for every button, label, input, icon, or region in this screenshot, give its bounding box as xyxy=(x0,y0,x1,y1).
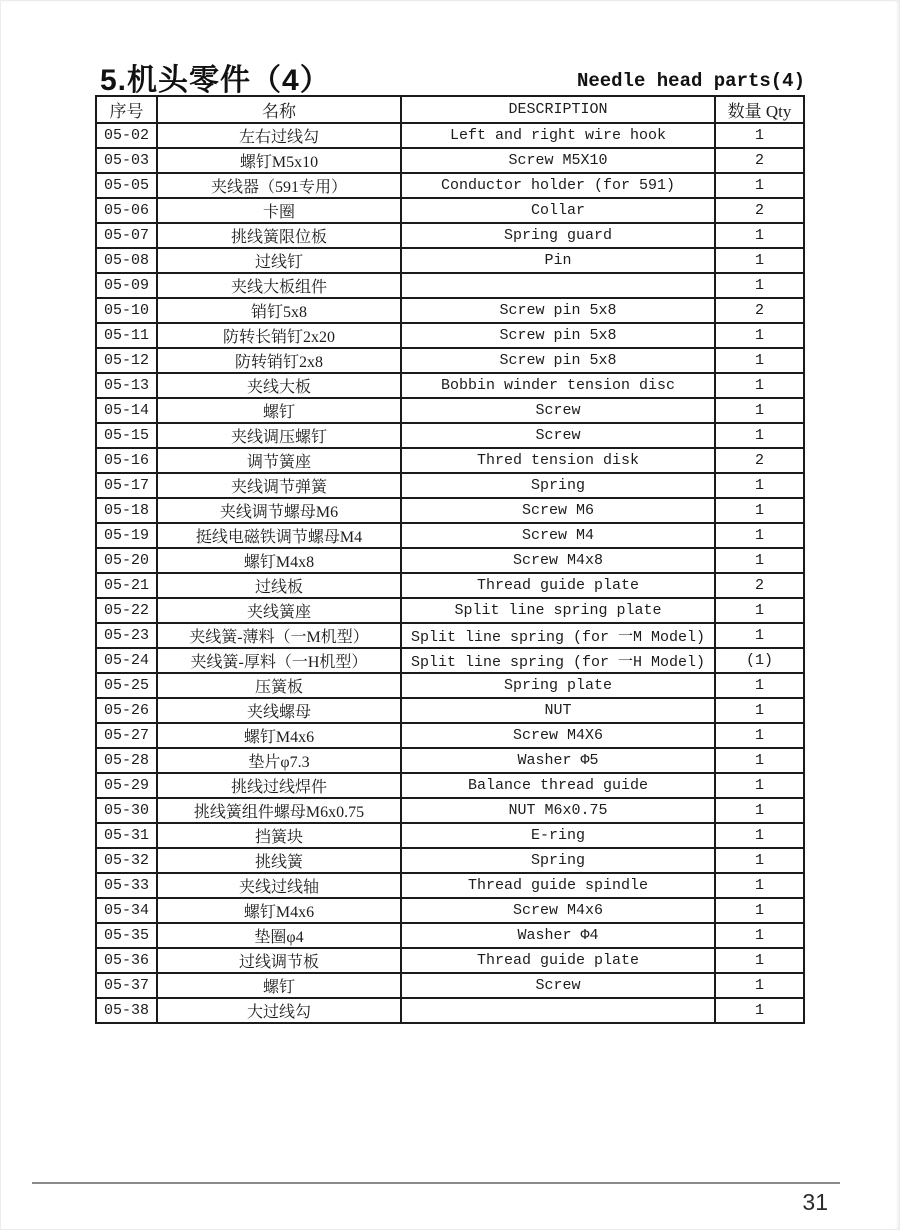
cell-name-cn: 螺钉 xyxy=(157,398,401,423)
table-row xyxy=(96,398,804,423)
table-row xyxy=(96,448,804,473)
table-row xyxy=(96,573,804,598)
table-row xyxy=(96,623,804,648)
cell-name-cn: 挑线簧限位板 xyxy=(157,223,401,248)
cell-name-cn: 挺线电磁铁调节螺母M4 xyxy=(157,523,401,548)
table-row xyxy=(96,373,804,398)
header-cell-index: 序号 xyxy=(96,96,157,123)
cell-part-number: 05-12 xyxy=(96,348,157,373)
cell-description: Screw M4 xyxy=(401,523,715,548)
cell-name-cn: 垫圈φ4 xyxy=(157,923,401,948)
cell-name-cn: 螺钉 xyxy=(157,973,401,998)
cell-part-number: 05-15 xyxy=(96,423,157,448)
cell-name-cn: 夹线调压螺钉 xyxy=(157,423,401,448)
cell-part-number: 05-02 xyxy=(96,123,157,148)
cell-qty: 2 xyxy=(715,198,804,223)
cell-description: Thread guide plate xyxy=(401,573,715,598)
cell-qty: 1 xyxy=(715,623,804,648)
cell-description: Screw pin 5x8 xyxy=(401,323,715,348)
cell-part-number: 05-09 xyxy=(96,273,157,298)
cell-name-cn: 挡簧块 xyxy=(157,823,401,848)
footer-rule xyxy=(32,1182,840,1184)
table-row xyxy=(96,173,804,198)
cell-part-number: 05-11 xyxy=(96,323,157,348)
header-cell-qty: 数量 Qty xyxy=(715,96,804,123)
cell-qty: 1 xyxy=(715,923,804,948)
table-row xyxy=(96,273,804,298)
cell-part-number: 05-29 xyxy=(96,773,157,798)
cell-name-cn: 夹线大板 xyxy=(157,373,401,398)
cell-description: Screw M4x8 xyxy=(401,548,715,573)
table-row xyxy=(96,123,804,148)
cell-qty: 1 xyxy=(715,723,804,748)
cell-qty: 1 xyxy=(715,273,804,298)
cell-description: NUT xyxy=(401,698,715,723)
cell-description: Bobbin winder tension disc xyxy=(401,373,715,398)
cell-part-number: 05-37 xyxy=(96,973,157,998)
cell-part-number: 05-36 xyxy=(96,948,157,973)
cell-qty: 2 xyxy=(715,448,804,473)
table-row xyxy=(96,198,804,223)
cell-part-number: 05-08 xyxy=(96,248,157,273)
cell-description: NUT M6x0.75 xyxy=(401,798,715,823)
cell-description: Spring guard xyxy=(401,223,715,248)
cell-description: Screw xyxy=(401,423,715,448)
parts-table-body xyxy=(96,123,804,1023)
cell-qty: 1 xyxy=(715,473,804,498)
cell-name-cn: 过线调节板 xyxy=(157,948,401,973)
cell-name-cn: 垫片φ7.3 xyxy=(157,748,401,773)
cell-part-number: 05-05 xyxy=(96,173,157,198)
cell-qty: 1 xyxy=(715,123,804,148)
table-row xyxy=(96,998,804,1023)
header-cell-name: 名称 xyxy=(157,96,401,123)
cell-qty: 1 xyxy=(715,973,804,998)
cell-part-number: 05-03 xyxy=(96,148,157,173)
table-header-row xyxy=(96,96,804,123)
page-title-en: Needle head parts(4) xyxy=(576,70,805,92)
table-row xyxy=(96,248,804,273)
cell-description xyxy=(401,273,715,298)
cell-description: Screw pin 5x8 xyxy=(401,348,715,373)
cell-part-number: 05-06 xyxy=(96,198,157,223)
cell-description: Spring xyxy=(401,473,715,498)
table-row xyxy=(96,523,804,548)
table-row xyxy=(96,723,804,748)
cell-qty: 1 xyxy=(715,523,804,548)
table-row xyxy=(96,873,804,898)
cell-part-number: 05-18 xyxy=(96,498,157,523)
table-row xyxy=(96,548,804,573)
table-row xyxy=(96,498,804,523)
cell-name-cn: 螺钉M4x6 xyxy=(157,898,401,923)
cell-name-cn: 挑线簧 xyxy=(157,848,401,873)
cell-part-number: 05-38 xyxy=(96,998,157,1023)
cell-description: Spring plate xyxy=(401,673,715,698)
cell-part-number: 05-35 xyxy=(96,923,157,948)
cell-qty: 1 xyxy=(715,498,804,523)
cell-name-cn: 销钉5x8 xyxy=(157,298,401,323)
cell-qty: 1 xyxy=(715,348,804,373)
cell-qty: 1 xyxy=(715,673,804,698)
table-row xyxy=(96,898,804,923)
cell-part-number: 05-16 xyxy=(96,448,157,473)
cell-description xyxy=(401,998,715,1023)
cell-qty: 1 xyxy=(715,223,804,248)
cell-part-number: 05-19 xyxy=(96,523,157,548)
cell-part-number: 05-34 xyxy=(96,898,157,923)
cell-name-cn: 夹线簧-薄料（一M机型） xyxy=(157,623,401,648)
cell-qty: 1 xyxy=(715,373,804,398)
cell-description: Thread guide spindle xyxy=(401,873,715,898)
table-row xyxy=(96,748,804,773)
cell-name-cn: 夹线调节弹簧 xyxy=(157,473,401,498)
table-row xyxy=(96,773,804,798)
cell-description: Thred tension disk xyxy=(401,448,715,473)
table-row xyxy=(96,473,804,498)
cell-qty: 1 xyxy=(715,423,804,448)
cell-qty: 1 xyxy=(715,798,804,823)
header-cell-description: DESCRIPTION xyxy=(401,96,715,123)
table-row xyxy=(96,798,804,823)
cell-name-cn: 螺钉M4x6 xyxy=(157,723,401,748)
cell-qty: (1) xyxy=(715,648,804,673)
cell-description: Collar xyxy=(401,198,715,223)
cell-name-cn: 螺钉M4x8 xyxy=(157,548,401,573)
cell-qty: 1 xyxy=(715,548,804,573)
page-title-cn: 5.机头零件（4） xyxy=(100,64,331,97)
table-row xyxy=(96,348,804,373)
cell-part-number: 05-27 xyxy=(96,723,157,748)
cell-description: Screw M6 xyxy=(401,498,715,523)
table-row xyxy=(96,223,804,248)
cell-qty: 1 xyxy=(715,998,804,1023)
cell-description: Pin xyxy=(401,248,715,273)
cell-qty: 1 xyxy=(715,398,804,423)
cell-description: Screw xyxy=(401,973,715,998)
cell-qty: 1 xyxy=(715,948,804,973)
cell-name-cn: 夹线簧座 xyxy=(157,598,401,623)
cell-qty: 1 xyxy=(715,698,804,723)
cell-description: Split line spring (for 一M Model) xyxy=(401,623,715,648)
cell-qty: 1 xyxy=(715,598,804,623)
cell-name-cn: 螺钉M5x10 xyxy=(157,148,401,173)
cell-qty: 1 xyxy=(715,898,804,923)
cell-name-cn: 夹线大板组件 xyxy=(157,273,401,298)
cell-name-cn: 挑线簧组件螺母M6x0.75 xyxy=(157,798,401,823)
table-row xyxy=(96,923,804,948)
table-row xyxy=(96,298,804,323)
cell-description: Split line spring (for 一H Model) xyxy=(401,648,715,673)
parts-table xyxy=(95,95,805,1024)
cell-name-cn: 防转销钉2x8 xyxy=(157,348,401,373)
cell-description: Washer Φ4 xyxy=(401,923,715,948)
cell-description: Thread guide plate xyxy=(401,948,715,973)
cell-name-cn: 夹线过线轴 xyxy=(157,873,401,898)
table-row xyxy=(96,823,804,848)
cell-name-cn: 左右过线勾 xyxy=(157,123,401,148)
cell-qty: 2 xyxy=(715,573,804,598)
cell-qty: 1 xyxy=(715,773,804,798)
cell-name-cn: 防转长销钉2x20 xyxy=(157,323,401,348)
table-row xyxy=(96,423,804,448)
cell-part-number: 05-31 xyxy=(96,823,157,848)
cell-qty: 2 xyxy=(715,148,804,173)
cell-description: Screw M5X10 xyxy=(401,148,715,173)
cell-part-number: 05-30 xyxy=(96,798,157,823)
cell-description: E-ring xyxy=(401,823,715,848)
cell-description: Screw xyxy=(401,398,715,423)
cell-name-cn: 大过线勾 xyxy=(157,998,401,1023)
table-row xyxy=(96,673,804,698)
table-row xyxy=(96,323,804,348)
cell-name-cn: 调节簧座 xyxy=(157,448,401,473)
cell-name-cn: 卡圈 xyxy=(157,198,401,223)
cell-description: Spring xyxy=(401,848,715,873)
cell-part-number: 05-20 xyxy=(96,548,157,573)
cell-part-number: 05-24 xyxy=(96,648,157,673)
table-row xyxy=(96,948,804,973)
cell-qty: 2 xyxy=(715,298,804,323)
cell-description: Balance thread guide xyxy=(401,773,715,798)
cell-part-number: 05-13 xyxy=(96,373,157,398)
cell-part-number: 05-17 xyxy=(96,473,157,498)
table-row xyxy=(96,598,804,623)
cell-name-cn: 夹线调节螺母M6 xyxy=(157,498,401,523)
cell-part-number: 05-33 xyxy=(96,873,157,898)
cell-part-number: 05-14 xyxy=(96,398,157,423)
cell-part-number: 05-21 xyxy=(96,573,157,598)
cell-qty: 1 xyxy=(715,248,804,273)
cell-name-cn: 过线钉 xyxy=(157,248,401,273)
cell-name-cn: 夹线器（591专用） xyxy=(157,173,401,198)
cell-description: Left and right wire hook xyxy=(401,123,715,148)
cell-part-number: 05-26 xyxy=(96,698,157,723)
cell-description: Screw M4X6 xyxy=(401,723,715,748)
cell-qty: 1 xyxy=(715,823,804,848)
table-row xyxy=(96,848,804,873)
cell-name-cn: 夹线簧-厚料（一H机型） xyxy=(157,648,401,673)
cell-part-number: 05-28 xyxy=(96,748,157,773)
cell-description: Washer Φ5 xyxy=(401,748,715,773)
cell-description: Screw pin 5x8 xyxy=(401,298,715,323)
cell-part-number: 05-25 xyxy=(96,673,157,698)
cell-name-cn: 过线板 xyxy=(157,573,401,598)
table-row xyxy=(96,973,804,998)
cell-part-number: 05-32 xyxy=(96,848,157,873)
table-row xyxy=(96,698,804,723)
table-row xyxy=(96,648,804,673)
page-number: 31 xyxy=(802,1189,828,1215)
cell-description: Conductor holder (for 591) xyxy=(401,173,715,198)
cell-name-cn: 夹线螺母 xyxy=(157,698,401,723)
cell-name-cn: 挑线过线焊件 xyxy=(157,773,401,798)
cell-qty: 1 xyxy=(715,848,804,873)
table-row xyxy=(96,148,804,173)
cell-qty: 1 xyxy=(715,748,804,773)
cell-part-number: 05-23 xyxy=(96,623,157,648)
cell-description: Split line spring plate xyxy=(401,598,715,623)
cell-qty: 1 xyxy=(715,173,804,198)
cell-description: Screw M4x6 xyxy=(401,898,715,923)
cell-part-number: 05-10 xyxy=(96,298,157,323)
cell-qty: 1 xyxy=(715,873,804,898)
cell-part-number: 05-22 xyxy=(96,598,157,623)
cell-qty: 1 xyxy=(715,323,804,348)
cell-part-number: 05-07 xyxy=(96,223,157,248)
cell-name-cn: 压簧板 xyxy=(157,673,401,698)
